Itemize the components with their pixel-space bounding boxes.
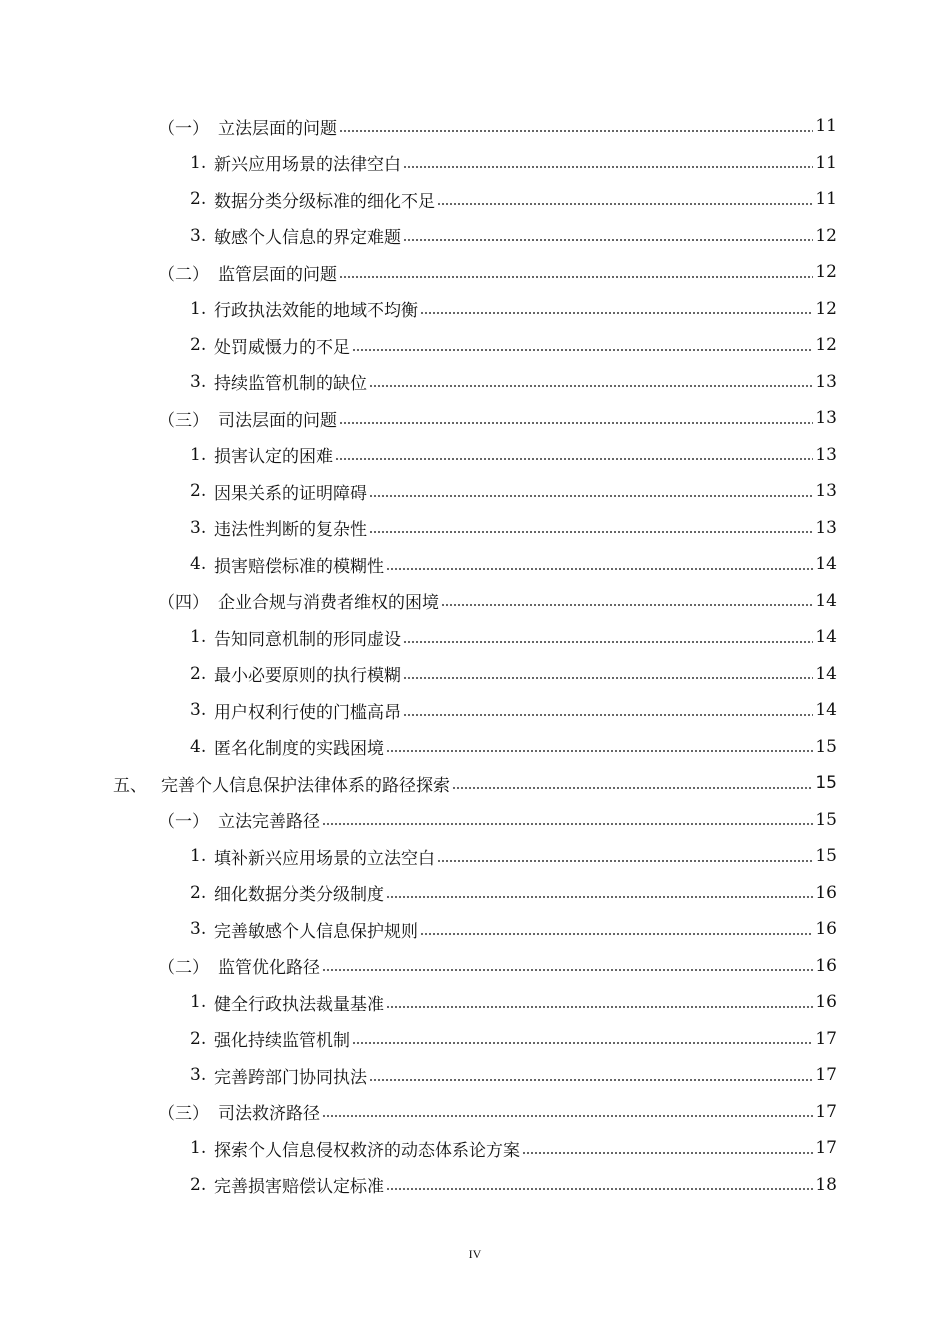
toc-entry-number: 4. [190,736,207,757]
toc-entry-number: 1. [190,1138,207,1159]
toc-entry-number: 2. [190,335,207,356]
toc-entry[interactable] [0,802,950,839]
toc-entry-page: 16 [815,992,837,1013]
toc-entry-page: 13 [815,444,837,465]
toc-entry-title: 立法完善路径 [218,812,320,833]
dot-leader [452,787,813,789]
toc-entry-title: 立法层面的问题 [218,118,337,139]
toc-entry[interactable] [0,108,950,145]
toc-entry-page: 15 [815,773,837,794]
toc-entry[interactable] [0,911,950,948]
dot-leader [369,495,813,497]
toc-entry-page: 11 [815,116,837,137]
toc-entry-page: 14 [815,590,837,611]
toc-entry-number: 3. [190,517,207,538]
toc-entry-title: 完善敏感个人信息保护规则 [214,921,418,942]
toc-entry-number: 1. [190,846,207,867]
toc-entry[interactable] [0,473,950,510]
toc-entry[interactable] [0,875,950,912]
toc-entry-number: 1. [190,444,207,465]
toc-entry-title: 探索个人信息侵权救济的动态体系论方案 [214,1140,520,1161]
toc-entry[interactable] [0,181,950,218]
toc-entry-page: 12 [815,225,837,246]
toc-entry[interactable] [0,948,950,985]
toc-entry-page: 14 [815,700,837,721]
dot-leader [369,531,813,533]
toc-entry-title: 处罚威慑力的不足 [214,337,350,358]
toc-entry-number: （二） [158,264,209,285]
toc-entry-title: 完善跨部门协同执法 [214,1067,367,1088]
toc-entry-number: （二） [158,958,209,979]
toc-entry-title: 完善个人信息保护法律体系的路径探索 [161,775,450,796]
toc-entry-number: 1. [190,152,207,173]
toc-entry-number: 3. [190,225,207,246]
toc-entry-title: 行政执法效能的地域不均衡 [214,301,418,322]
toc-entry-number: 1. [190,992,207,1013]
toc-entry-title: 监管优化路径 [218,958,320,979]
toc-entry-page: 13 [815,408,837,429]
toc-entry-title: 损害赔偿标准的模糊性 [214,556,384,577]
dot-leader [403,714,813,716]
toc-entry-title: 用户权利行使的门槛高昂 [214,702,401,723]
dot-leader [322,823,813,825]
toc-entry-number: （三） [158,1104,209,1125]
dot-leader [352,1042,813,1044]
toc-entry-title: 告知同意机制的形同虚设 [214,629,401,650]
table-of-contents [0,108,950,1203]
dot-leader [335,458,813,460]
dot-leader [386,750,813,752]
toc-entry-number: 3. [190,1065,207,1086]
toc-entry-title: 填补新兴应用场景的立法空白 [214,848,435,869]
toc-entry-title: 最小必要原则的执行模糊 [214,666,401,687]
toc-entry-page: 17 [815,1065,837,1086]
dot-leader [386,568,813,570]
toc-entry-page: 14 [815,554,837,575]
toc-entry[interactable] [0,619,950,656]
toc-entry-number: 2. [190,481,207,502]
dot-leader [339,130,813,132]
toc-entry[interactable] [0,1057,950,1094]
toc-entry-page: 17 [815,1138,837,1159]
toc-entry-title: 司法救济路径 [218,1104,320,1125]
toc-entry-title: 强化持续监管机制 [214,1031,350,1052]
toc-entry[interactable] [0,510,950,547]
toc-entry[interactable] [0,291,950,328]
dot-leader [386,1006,813,1008]
dot-leader [420,312,813,314]
toc-entry[interactable] [0,984,950,1021]
toc-entry-page: 14 [815,663,837,684]
toc-entry-title: 健全行政执法裁量基准 [214,994,384,1015]
dot-leader [339,422,813,424]
dot-leader [386,896,813,898]
toc-entry-title: 持续监管机制的缺位 [214,374,367,395]
toc-entry-number: （一） [158,812,209,833]
toc-entry-page: 15 [815,809,837,830]
dot-leader [437,860,813,862]
toc-entry[interactable] [0,254,950,291]
toc-entry-page: 12 [815,262,837,283]
dot-leader [403,677,813,679]
toc-entry[interactable] [0,437,950,474]
dot-leader [339,276,813,278]
toc-entry-number: 2. [190,882,207,903]
toc-entry-page: 12 [815,335,837,356]
dot-leader [352,349,813,351]
toc-entry-title: 细化数据分类分级制度 [214,885,384,906]
toc-entry[interactable] [0,400,950,437]
toc-entry-title: 企业合规与消费者维权的困境 [218,593,439,614]
toc-entry-title: 匿名化制度的实践困境 [214,739,384,760]
toc-entry-number: （一） [158,118,209,139]
dot-leader [441,604,813,606]
toc-entry-number: 1. [190,298,207,319]
toc-entry-number: 2. [190,1174,207,1195]
toc-entry[interactable] [0,218,950,255]
dot-leader [369,385,813,387]
toc-entry[interactable] [0,1021,950,1058]
toc-entry[interactable] [0,145,950,182]
dot-leader [386,1188,813,1190]
dot-leader [437,203,813,205]
toc-entry-number: （三） [158,410,209,431]
toc-entry[interactable] [0,1130,950,1167]
dot-leader [322,1115,813,1117]
toc-entry-page: 15 [815,736,837,757]
toc-entry-page: 17 [815,1028,837,1049]
toc-entry-page: 14 [815,627,837,648]
toc-entry-title: 因果关系的证明障碍 [214,483,367,504]
toc-entry-page: 13 [815,371,837,392]
toc-entry-number: 2. [190,663,207,684]
toc-entry-title: 违法性判断的复杂性 [214,520,367,541]
toc-entry-title: 完善损害赔偿认定标准 [214,1177,384,1198]
toc-entry-number: 3. [190,700,207,721]
toc-entry-page: 13 [815,517,837,538]
toc-entry[interactable] [0,583,950,620]
toc-entry-title: 敏感个人信息的界定难题 [214,228,401,249]
dot-leader [420,933,813,935]
toc-entry-page: 13 [815,481,837,502]
toc-entry[interactable] [0,729,950,766]
toc-entry-title: 数据分类分级标准的细化不足 [214,191,435,212]
toc-entry-page: 18 [815,1174,837,1195]
toc-entry-title: 新兴应用场景的法律空白 [214,155,401,176]
toc-entry[interactable] [0,364,950,401]
toc-entry-page: 12 [815,298,837,319]
toc-entry-title: 监管层面的问题 [218,264,337,285]
toc-entry-number: 3. [190,371,207,392]
toc-entry-number: 1. [190,627,207,648]
dot-leader [403,166,813,168]
toc-entry-title: 损害认定的困难 [214,447,333,468]
toc-entry-title: 司法层面的问题 [218,410,337,431]
toc-entry[interactable] [0,327,950,364]
toc-entry-page: 11 [815,152,837,173]
toc-entry-number: （四） [158,593,209,614]
toc-entry[interactable] [0,546,950,583]
dot-leader [403,641,813,643]
toc-entry[interactable] [0,1094,950,1131]
toc-entry-page: 15 [815,846,837,867]
toc-entry[interactable] [0,838,950,875]
toc-entry-page: 17 [815,1101,837,1122]
toc-entry[interactable] [0,1167,950,1204]
page-number: IV [468,1247,482,1261]
toc-entry[interactable] [0,765,950,802]
dot-leader [522,1152,813,1154]
toc-entry-page: 16 [815,919,837,940]
toc-entry[interactable] [0,692,950,729]
dot-leader [403,239,813,241]
dot-leader [369,1079,813,1081]
toc-entry-number: 4. [190,554,207,575]
toc-entry-number: 3. [190,919,207,940]
toc-entry[interactable] [0,656,950,693]
toc-entry-page: 16 [815,882,837,903]
dot-leader [322,969,813,971]
toc-entry-page: 11 [815,189,837,210]
toc-entry-page: 16 [815,955,837,976]
toc-entry-number: 2. [190,1028,207,1049]
toc-entry-number: 五、 [113,775,147,796]
toc-entry-number: 2. [190,189,207,210]
